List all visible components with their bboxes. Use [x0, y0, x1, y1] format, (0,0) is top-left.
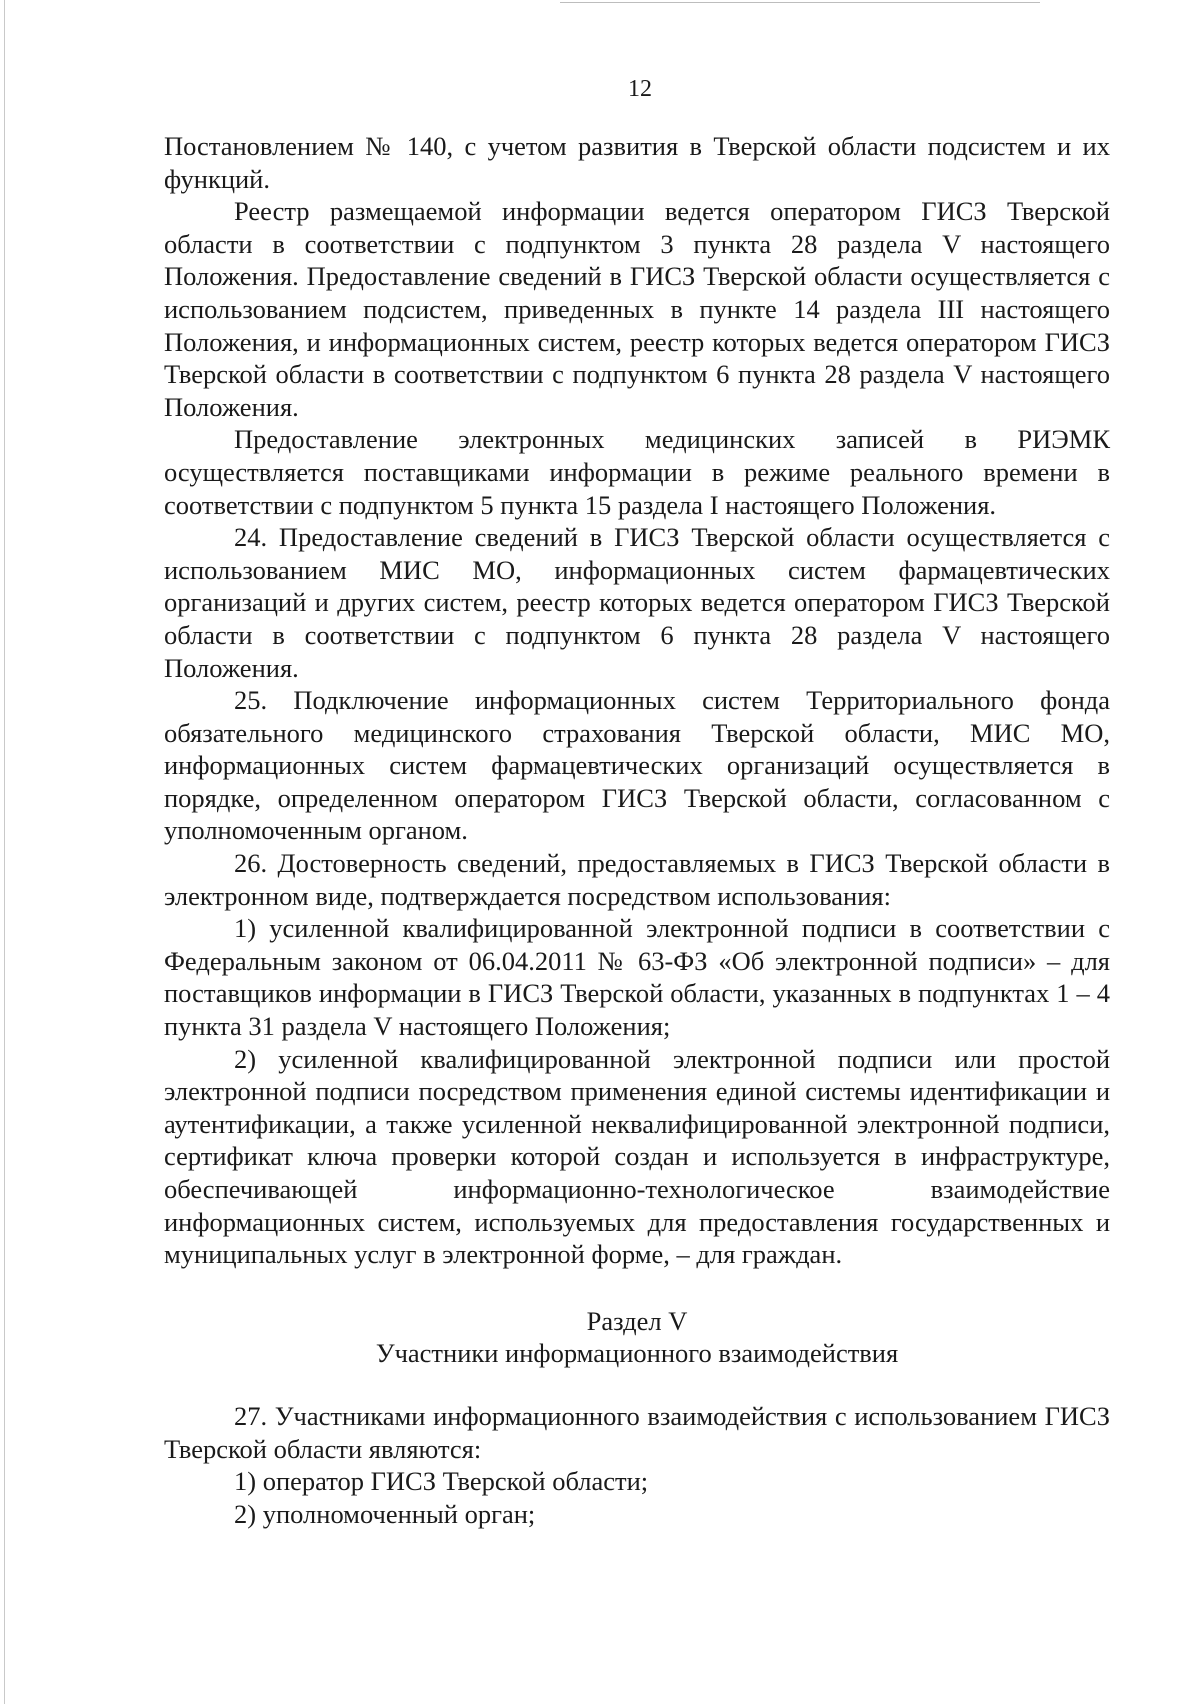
paragraph: Постановлением № 140, с учетом развития в Тверской области подсистем и их функций.	[164, 131, 1110, 194]
paragraph-item-24: 24. Предоставление сведений в ГИСЗ Тверской области осуществляется с использованием МИС МО, информационных систем фармацевтических организаций и других систем, реестр которых ведется оператором ГИСЗ Тверской области в соответствии с подпунктом 6 пункта 28 раздела V настоящего Положения.	[164, 522, 1110, 683]
section-heading	[164, 1305, 1110, 1370]
scan-edge	[560, 2, 1040, 3]
section-title: Участники информационного взаимодействия	[375, 1338, 899, 1369]
paragraph-item-27: 27. Участниками информационного взаимодействия с использованием ГИСЗ Тверской области являются:	[164, 1400, 1110, 1464]
scan-edge	[4, 0, 5, 1704]
section-number: Раздел V	[586, 1305, 688, 1336]
list-item: 1) оператор ГИСЗ Тверской области;	[234, 1466, 649, 1497]
page-number: 12	[628, 76, 652, 102]
subitem-2: 2) усиленной квалифицированной электронной подписи или простой электронной подписи посредством применения единой системы идентификации и аутентификации, а также усиленной неквалифицированной электронной подписи, сертификат ключа проверки которой создан и используется в инфраструктуре, обеспечивающей информационно-технологическое взаимодействие информационных систем, используемых для предоставления государственных и муниципальных услуг в электронной форме, – для граждан.	[164, 1043, 1110, 1270]
paragraph: Предоставление электронных медицинских записей в РИЭМК осуществляется поставщиками информации в режиме реального времени в соответствии с подпунктом 5 пункта 15 раздела I настоящего Положения.	[164, 424, 1110, 520]
subitem-1: 1) усиленной квалифицированной электронной подписи в соответствии с Федеральным законом от 06.04.2011 № 63-ФЗ «Об электронной подписи» – для поставщиков информации в ГИСЗ Тверской области, указанных в подпунктах 1 – 4 пункта 31 раздела V настоящего Положения;	[164, 913, 1110, 1042]
paragraph-item-25: 25. Подключение информационных систем Территориального фонда обязательного медицинского страхования Тверской области, МИС МО, информационных систем фармацевтических организаций осуществляется в порядке, определенном оператором ГИСЗ Тверской области, согласованном с уполномоченным органом.	[164, 685, 1110, 846]
paragraph: Реестр размещаемой информации ведется оператором ГИСЗ Тверской области в соответствии с подпунктом 3 пункта 28 раздела V настоящего Положения. Предоставление сведений в ГИСЗ Тверской области осуществляется с использованием подсистем, приведенных в пункте 14 раздела III настоящего Положения, и информационных систем, реестр которых ведется оператором ГИСЗ Тверской области в соответствии с подпунктом 6 пункта 28 раздела V настоящего Положения.	[164, 196, 1110, 422]
document-body	[164, 130, 1110, 1530]
paragraph-item-26: 26. Достоверность сведений, предоставляемых в ГИСЗ Тверской области в электронном виде, подтверждается посредством использования:	[164, 848, 1110, 911]
list-item: 2) уполномоченный орган;	[234, 1498, 536, 1529]
